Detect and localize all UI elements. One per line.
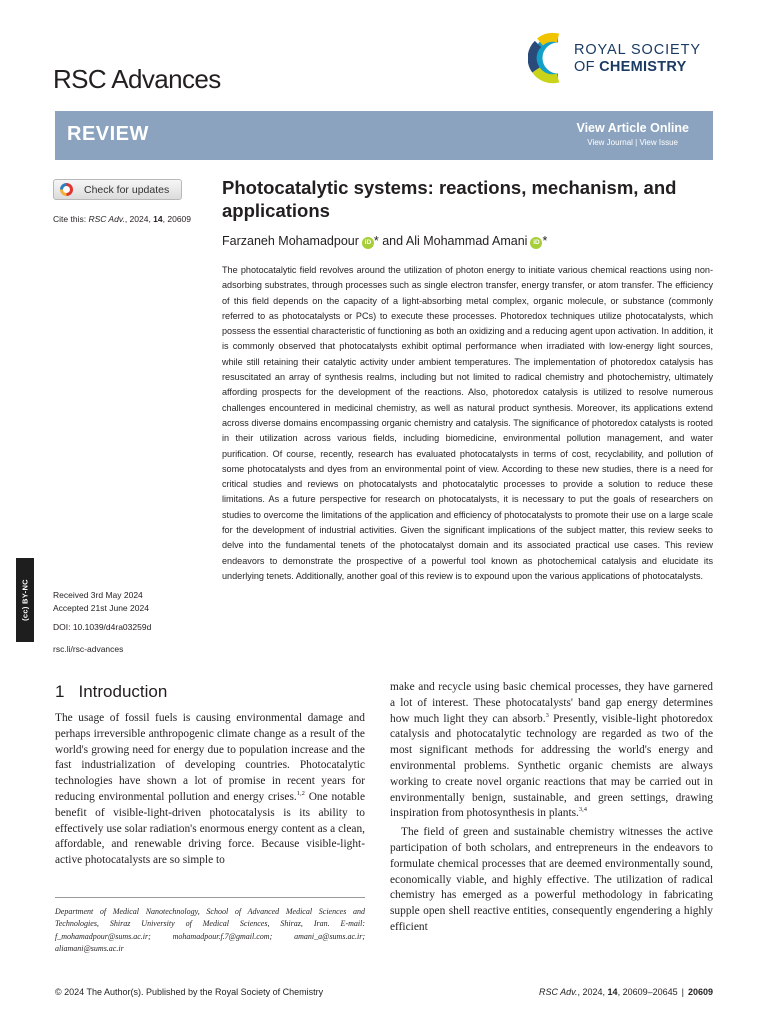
body-column-right — [390, 680, 713, 936]
paragraph: The usage of fossil fuels is causing environmental damage and perhaps irreversible anthropogenic climate change as a result of the world's growing need for energy due to population increase and the fast industrialization of developing countries. Photocatalytic technologies have shown a lot of promise in recent years for reducing environmental pollution and energy crises.$^{1,2}$ One notable benefit of visible-light-driven photocatalysis is its ability to effectively use solar radiation's enormous energy content as a clean, affordable, and renewable driving force. Because visible-light-active photocatalysts are so simple to — [55, 712, 366, 867]
accepted-date: Accepted 21st June 2024 — [53, 603, 149, 613]
author-separator: * and Ali Mohammad Amani — [373, 234, 528, 248]
paragraph: make and recycle using basic chemical processes, they have garnered a lot of interest. These photocatalysts' band gap energy determines how much light they can absorb.$^3$ Presently, visible-light photoredox catalysis and photocatalytic technology are regarded as two of the most significant methods for addressing the world's energy and environmental problems. Synthetic organic chemists are always working to create novel organic reactions that may be carried out in environmentally benign, sustainable, and green settings, drawing inspiration from photosynthesis in plants.$^{3,4}$ — [390, 681, 713, 820]
publisher-name-line2: OF CHEMISTRY — [574, 59, 687, 75]
view-article-online-link[interactable]: View Article Online — [576, 121, 689, 135]
section-heading — [55, 682, 167, 702]
article-type-banner — [55, 111, 713, 160]
author-name: Farzaneh Mohamadpour — [222, 234, 359, 248]
rsc-logo[interactable] — [528, 30, 718, 86]
citation-line: Cite this: RSC Adv., 2024, 14, 20609 — [53, 214, 192, 224]
received-date: Received 3rd May 2024 — [53, 590, 143, 600]
corresponding-mark: * — [542, 234, 548, 248]
page-number: 20609 — [687, 987, 713, 997]
article-dates — [53, 589, 149, 615]
section-title: Introduction — [78, 682, 168, 701]
copyright-line: © 2024 The Author(s). Published by the Royal Society of Chemistry — [55, 987, 324, 997]
license-label: (cc) BY-NC — [20, 579, 30, 621]
orcid-icon[interactable]: iD — [530, 237, 542, 249]
doi[interactable]: DOI: 10.1039/d4ra03259d — [53, 622, 152, 632]
orcid-icon[interactable]: iD — [362, 237, 374, 249]
view-issue-link[interactable]: View Issue — [639, 138, 678, 147]
footnote-divider — [55, 897, 365, 898]
article-title: Photocatalytic systems: reactions, mechanism, and applications — [222, 177, 677, 221]
author-list — [222, 234, 547, 249]
reference-link[interactable]: 3 — [545, 711, 549, 719]
check-for-updates-button[interactable] — [53, 179, 182, 200]
rsc-logo-icon — [528, 30, 572, 86]
article-type-label: REVIEW — [67, 123, 149, 145]
journal-title: RSC Advances — [53, 64, 221, 94]
reference-link[interactable]: 3,4 — [578, 806, 588, 814]
abstract: The photocatalytic field revolves around the utilization of photon energy to initiate various chemical reactions using non-adsorbing substrates, through processes such as single electron transfer, energy transfer, or atom transfer. The efficiency of this field depends on the capacity of a light-absorbing metal complex, organic molecule, or substance (commonly referred to as photocatalysts or PCs) to execute these processes. Photoredox techniques utilize photocatalysts, which possess the essential characteristic of functioning as both an oxidizing and a reducing agent upon activation. In addition, it is commonly observed that photocatalysts exhibit optimal performance when irradiated with low-energy light sources, while still retaining their catalytic activity under ambient temperatures. The implementation of photoredox catalysis has resuscitated an array of synthesis realms, including but not limited to radical chemistry and photochemistry, ultimately affording prospects for the development of the reactions. Also, photoredox catalysis is utilized to resolve numerous challenges encountered in medicinal chemistry, as well as natural product synthesis. Moreover, its applications extend across diverse domains encompassing organic chemistry and catalysis. The significance of photoredox catalysts is rooted in their utilization across various fields, including biomedicine, environmental pollution management, and water purification. Of course, recently, research has evaluated photocatalysts in terms of cost, recyclability, and pollution of some photocatalysts and dyes from an environmental point of view. According to these new studies, there is a need for critical studies and reviews on photocatalysts and photocatalytic processes to provide a solution to reduce these limitations. As a future perspective for research on photocatalysts, it is necessary to put the goals of researchers on studies to overcome the limitations of the application and efficiency of photocatalysts to promote their use on a large scale for the development of industrial activities. Given the significant implications of the subject matter, this review seeks to delve into the fundamental tenets of the photocatalyst domain and its associated practical use cases. This review endeavors to demonstrate the prospective of a powerful tool known as photochemical catalysis and elucidate its underlying tenets. Additionally, another goal of this review is to expound upon the various applications of photocatalysts. — [222, 265, 713, 581]
section-number: 1 — [55, 682, 65, 701]
journal-links — [587, 138, 678, 147]
body-column-left — [55, 711, 365, 869]
paragraph: The field of green and sustainable chemistry witnesses the active participation of both scholars, and entrepreneurs in the endeavors to formulate chemical processes that are deemed environmentally sound, economically viable, and highly effective. The utilization of radical chemistry has emerged as a powerful methodology in fabricating supple open shell reactive entities, consequently engendering a highly efficient — [390, 826, 713, 933]
cc-license-icon[interactable] — [16, 558, 34, 642]
check-for-updates-label: Check for updates — [84, 184, 170, 196]
publisher-name-line1: ROYAL SOCIETY — [574, 42, 701, 58]
page-citation: RSC Adv., 2024, 14, 20609–20645 | 20609 — [539, 987, 713, 997]
affiliation-footnote: Department of Medical Nanotechnology, School of Advanced Medical Sciences and Technologies, Shiraz University of Medical Sciences, Shiraz, Iran. E-mail: f_mohamadpour@sums.ac.ir; mohamadpour.f.7@gmail.com; amani_a@sums.ac.ir; aliamani@sums.ac.ir — [55, 907, 365, 953]
view-journal-link[interactable]: View Journal — [587, 138, 633, 147]
link-divider: | — [632, 138, 640, 147]
crossmark-icon — [60, 183, 73, 196]
journal-link[interactable]: rsc.li/rsc-advances — [53, 644, 124, 654]
reference-link[interactable]: 1,2 — [296, 790, 305, 798]
